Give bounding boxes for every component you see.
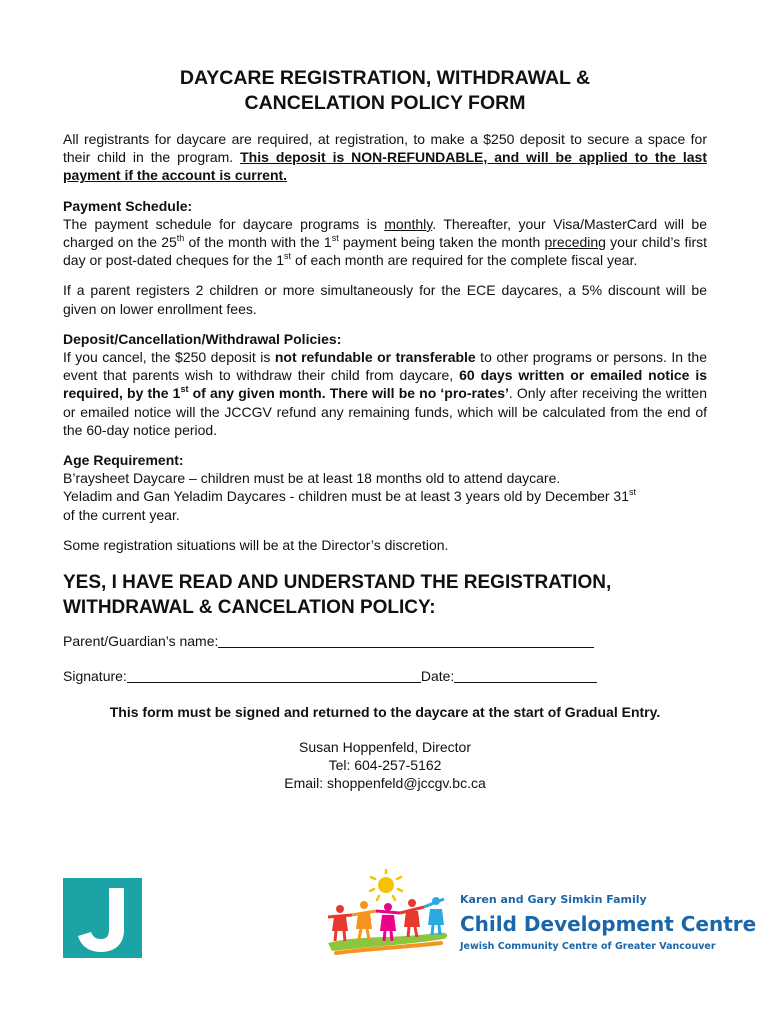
deposit-policy-heading: Deposit/Cancellation/Withdrawal Policies: — [63, 330, 342, 347]
cdc-logo-line3: Jewish Community Centre of Greater Vancouver — [460, 941, 716, 952]
date-field[interactable] — [454, 668, 597, 683]
cdc-logo — [326, 873, 757, 965]
age-requirement-paragraph: Age Requirement: B’raysheet Daycare – children must be at least 18 months old to attend daycare. Yeladim and Gan Yeladim Daycares - children must be at least 3 years old by December 31st of the current year. — [63, 452, 637, 523]
form-page — [63, 66, 707, 792]
discretion-note: Some registration situations will be at the Director’s discretion. — [63, 536, 449, 553]
deposit-policy-paragraph: Deposit/Cancellation/Withdrawal Policies: If you cancel, the $250 deposit is not refundable or transferable to other programs or persons. In the event that parents wish to withdraw their child from daycare, 60 days written or emailed notice is required, by the 1st of any given month. There will be no ‘pro-rates’. Only after receiving the written or emailed notice will the JCCGV refund any remaining funds, which will be calculated from the end of the 60-day notice period. — [63, 330, 707, 438]
jcc-logo — [63, 878, 142, 958]
director-name: Susan Hoppenfeld, Director — [299, 738, 471, 755]
signature-label: Signature: — [63, 668, 127, 685]
return-notice: This form must be signed and returned to the daycare at the start of Gradual Entry. — [109, 704, 661, 721]
parent-name-row — [63, 632, 707, 650]
discount-paragraph: If a parent registers 2 children or more simultaneously for the ECE daycares, a 5% discount will be given on lower enrollment fees. — [63, 282, 707, 317]
jcc-j-icon — [63, 878, 142, 958]
intro-paragraph: All registrants for daycare are required, at registration, to make a $250 deposit to secure a space for their child in the program. This deposit is NON-REFUNDABLE, and will be applied to the last payment if the account is current. — [63, 131, 708, 184]
parent-name-field[interactable] — [218, 633, 594, 648]
cdc-logo-line2: Child Development Centre — [460, 912, 757, 936]
nonrefundable-notice: This deposit is NON-REFUNDABLE, and will be applied to the last payment if the account is current. — [63, 149, 708, 184]
acknowledgement-heading: YES, I HAVE READ AND UNDERSTAND THE REGISTRATION, WITHDRAWAL & CANCELATION POLICY: — [63, 572, 612, 619]
title-line-1: DAYCARE REGISTRATION, WITHDRAWAL & — [179, 67, 591, 89]
age-requirement-heading: Age Requirement: — [63, 452, 184, 469]
director-phone: Tel: 604-257-5162 — [328, 756, 442, 773]
parent-name-label: Parent/Guardian’s name: — [63, 633, 219, 650]
date-label: Date: — [420, 668, 455, 685]
director-email[interactable]: Email: shoppenfeld@jccgv.bc.ca — [284, 774, 486, 791]
title-line-2: CANCELATION POLICY FORM — [244, 92, 526, 114]
children-sun-icon — [326, 873, 757, 965]
director-contact — [63, 738, 707, 792]
page-title — [63, 66, 707, 116]
signature-field[interactable] — [127, 668, 421, 683]
cdc-logo-line1: Karen and Gary Simkin Family — [460, 893, 647, 906]
payment-schedule-heading: Payment Schedule: — [63, 197, 193, 214]
sun-icon — [370, 870, 402, 900]
payment-schedule-paragraph: Payment Schedule: The payment schedule for daycare programs is monthly. Thereafter, your Visa/MasterCard will be charged on the 25th of the month with the 1st payment being taken the month preceding your child’s first day or post-dated cheques for the 1st of each month are required for the complete fiscal year. — [63, 197, 707, 269]
signature-row — [63, 667, 707, 685]
